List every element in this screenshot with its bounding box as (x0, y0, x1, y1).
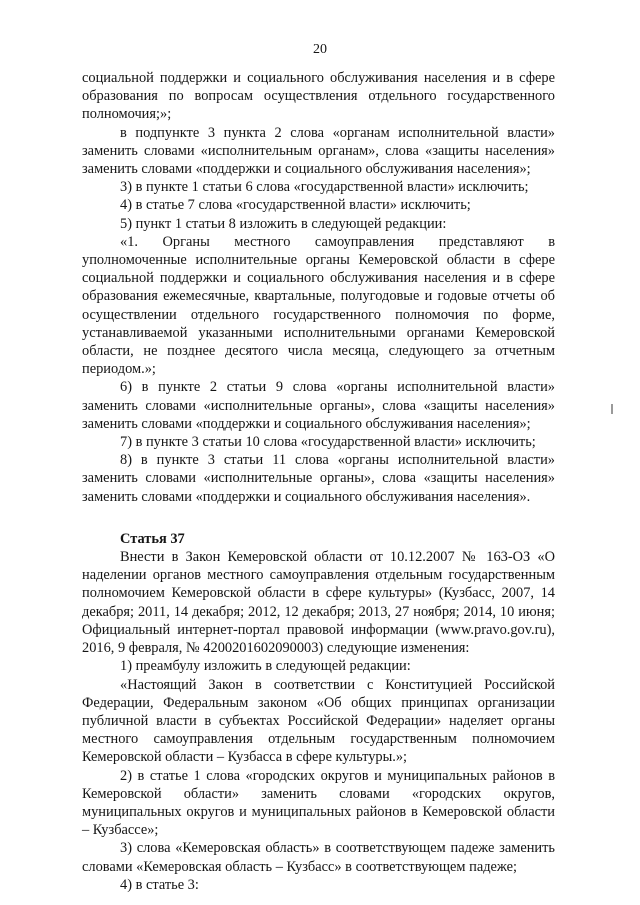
page-number: 20 (313, 42, 327, 57)
paragraph: 6) в пункте 2 статьи 9 слова «органы исполнительной власти» заменить словами «исполнительные органы», слова «защиты населения» заменить словами «поддержки и социального обслуживания населения»; (82, 379, 555, 432)
paragraph: 8) в пункте 3 статьи 11 слова «органы исполнительной власти» заменить словами «исполнительные органы», слова «защиты населения» заменить словами «поддержки и социального обслуживания населения». (82, 452, 555, 505)
paragraph: 2) в статье 1 слова «городских округов и муниципальных районов в Кемеровской области» заменить словами «городских округов, муниципальных округов и муниципальных районов в Кемеровской области – Кузбассе»; (82, 767, 555, 839)
scan-mark (611, 404, 613, 414)
paragraph: 4) в статье 3: (120, 876, 199, 893)
paragraph: Внести в Закон Кемеровской области от 10.12.2007 № 163-ОЗ «О наделении органов местного самоуправления отдельным государственным полномочием Кемеровской области в сфере культуры» (Кузбасс, 2007, 14 декабря; 2011, 14 декабря; 2012, 12 декабря; 2013, 27 ноября; 2014, 10 июня; Официальный интернет-портал правовой информации (www.pravo.gov.ru), 2016, 9 февраля, № 4200201602090003) следующие изменения: (82, 549, 555, 657)
article-heading: Статья 37 (120, 530, 185, 547)
paragraph: «Настоящий Закон в соответствии с Конституцией Российской Федерации, Федеральным законом «Об общих принципах организации публичной власти в субъектах Российской Федерации» наделяет органы местного самоуправления отдельным государственным полномочием Кемеровской области – Кузбасса в сфере культуры.»; (82, 676, 555, 766)
paragraph: 7) в пункте 3 статьи 10 слова «государственной власти» исключить; (120, 434, 536, 451)
article-37-body (82, 548, 555, 894)
paragraph: в подпункте 3 пункта 2 слова «органам исполнительной власти» заменить словами «исполнительным органам», слова «защиты населения» заменить словами «поддержки и социального обслуживания населения»; (82, 124, 555, 178)
document-body (82, 69, 555, 894)
paragraph: 4) в статье 7 слова «государственной власти» исключить; (120, 197, 471, 214)
paragraph: 3) слова «Кемеровская область» в соответствующем падеже заменить словами «Кемеровская область – Кузбасс» в соответствующем падеже; (82, 840, 555, 875)
paragraph: социальной поддержки и социального обслуживания населения и в сфере образования по вопросам осуществления отдельного государственного полномочия;»; (82, 70, 555, 123)
paragraph: «1. Органы местного самоуправления представляют в уполномоченные исполнительные органы Кемеровской области в сфере социальной поддержки и социального обслуживания населения и в сфере образования ежемесячные, квартальные, полугодовые и годовые отчеты об осуществлении отдельного государственного полномочия по форме, устанавливаемой указанными исполнительными органами Кемеровской области, не позднее десятого числа месяца, следующего за отчетным периодом.»; (82, 233, 555, 378)
paragraph: 1) преамбулу изложить в следующей редакции: (120, 658, 411, 675)
paragraph: 5) пункт 1 статьи 8 изложить в следующей редакции: (120, 215, 447, 232)
amendments-continued (82, 69, 555, 506)
paragraph: 3) в пункте 1 статьи 6 слова «государственной власти» исключить; (120, 179, 529, 196)
